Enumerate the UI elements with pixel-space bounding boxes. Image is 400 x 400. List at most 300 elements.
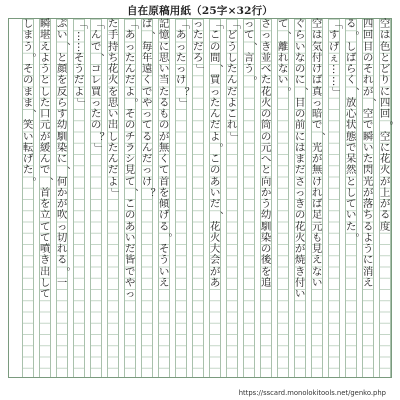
manuscript-char: 、 [313, 131, 325, 143]
manuscript-char: い [125, 231, 136, 244]
manuscript-char: 」 [75, 98, 87, 109]
manuscript-char: あ [125, 29, 136, 42]
manuscript-char: い [295, 288, 306, 300]
manuscript-char: 持 [108, 40, 119, 53]
manuscript-char: た [193, 29, 204, 42]
manuscript-char: 、 [279, 30, 291, 42]
manuscript-char: だ [74, 74, 85, 87]
manuscript-char: 堪 [40, 29, 51, 42]
manuscript-char: し [108, 130, 119, 143]
manuscript-char: の [23, 74, 34, 87]
manuscript-char: 緩 [40, 141, 51, 154]
manuscript-char: 呆 [346, 153, 357, 165]
manuscript-char: 付 [295, 276, 306, 289]
manuscript-char: て [244, 29, 255, 42]
manuscript-char: 。 [279, 86, 291, 98]
manuscript-char: 「 [92, 19, 104, 30]
manuscript-char: ど [380, 63, 391, 75]
manuscript-char: 染 [57, 141, 68, 154]
manuscript-char: で [363, 119, 374, 132]
manuscript-char: そ [363, 63, 374, 75]
manuscript-char: 憶 [159, 29, 170, 42]
manuscript-char: 元 [261, 141, 272, 154]
manuscript-char: て [278, 18, 289, 30]
manuscript-char: け [176, 74, 187, 87]
manuscript-char: ち [363, 209, 374, 222]
manuscript-char: な [295, 51, 306, 64]
manuscript-line [39, 19, 51, 377]
manuscript-char: 付 [312, 51, 323, 64]
manuscript-char: し [23, 18, 34, 30]
manuscript-char: を [57, 74, 68, 87]
manuscript-char: っ [125, 288, 136, 300]
manuscript-char: 馴 [261, 220, 272, 233]
manuscript-char: 、 [143, 30, 155, 42]
manuscript-char: た [40, 96, 51, 109]
manuscript-char: 吹 [57, 209, 68, 222]
manuscript-char: な [278, 63, 289, 75]
manuscript-char: に [57, 153, 68, 165]
manuscript-char: た [210, 96, 221, 109]
manuscript-char: り [380, 74, 391, 87]
manuscript-char: く [346, 74, 357, 87]
manuscript-char: い [346, 209, 357, 222]
manuscript-char: 見 [312, 243, 323, 255]
manuscript-char: 記 [159, 18, 170, 30]
manuscript-char: ん [210, 108, 221, 120]
manuscript-char: た [261, 74, 272, 87]
manuscript-char: ら [57, 96, 68, 109]
manuscript-char: と [261, 164, 272, 177]
manuscript-char: 買 [91, 85, 102, 98]
manuscript-line [22, 19, 34, 377]
manuscript-char: 馴 [57, 130, 68, 143]
manuscript-char: や [125, 276, 136, 289]
manuscript-char: た [108, 141, 119, 154]
manuscript-char: け [312, 175, 323, 188]
manuscript-char: け [312, 63, 323, 75]
manuscript-char: ま [23, 85, 34, 98]
manuscript-char: さ [261, 18, 272, 30]
manuscript-char: 火 [295, 231, 306, 244]
manuscript-char: 前 [295, 119, 306, 132]
manuscript-char: そ [125, 108, 136, 120]
manuscript-char: シ [125, 153, 136, 165]
manuscript-line [379, 19, 391, 377]
manuscript-char: 上 [380, 186, 391, 199]
manuscript-char: く [142, 74, 153, 87]
manuscript-char: ら [346, 63, 357, 75]
manuscript-char: ん [91, 29, 102, 42]
manuscript-char: ？ [92, 131, 104, 143]
manuscript-char: た [346, 220, 357, 233]
manuscript-char: こ [210, 153, 221, 165]
manuscript-line [328, 19, 340, 377]
manuscript-char: な [312, 265, 323, 278]
manuscript-char: あ [210, 276, 221, 289]
manuscript-char: 焼 [295, 254, 306, 267]
manuscript-char: れ [57, 243, 68, 255]
manuscript-char: た [91, 108, 102, 120]
manuscript-char: ま [23, 29, 34, 42]
manuscript-char: 火 [108, 74, 119, 87]
manuscript-char: が [363, 186, 374, 199]
manuscript-char: の [261, 108, 272, 120]
manuscript-char: て [40, 288, 51, 300]
manuscript-char: 間 [210, 51, 221, 64]
manuscript-char: が [363, 85, 374, 98]
manuscript-char: ん [40, 153, 51, 165]
manuscript-char: 皆 [125, 254, 136, 267]
manuscript-char: も [312, 231, 323, 244]
manuscript-char: 」 [330, 86, 342, 98]
manuscript-char: 空 [380, 130, 391, 143]
manuscript-char: … [330, 75, 342, 87]
manuscript-char: し [346, 40, 357, 53]
manuscript-char: か [261, 186, 272, 199]
manuscript-char: 、 [58, 41, 70, 53]
manuscript-char: で [40, 164, 51, 177]
manuscript-char: に [295, 74, 306, 87]
manuscript-char: だ [210, 198, 221, 210]
manuscript-char: っ [312, 96, 323, 109]
manuscript-char: 然 [346, 164, 357, 177]
manuscript-char: 毎 [142, 40, 153, 53]
manuscript-char: 四 [380, 96, 391, 109]
manuscript-char: ど [227, 29, 238, 42]
manuscript-char: 瞬 [363, 130, 374, 143]
manuscript-char: 暗 [312, 108, 323, 120]
manuscript-char: て [159, 164, 170, 177]
manuscript-char: て [125, 175, 136, 188]
manuscript-char: 、 [126, 188, 138, 199]
manuscript-char: す [329, 29, 340, 42]
manuscript-char: さ [295, 175, 306, 188]
manuscript-char: っ [295, 186, 306, 199]
manuscript-line [209, 19, 221, 377]
manuscript-char: ？ [143, 188, 155, 199]
manuscript-char: ん [227, 74, 238, 87]
manuscript-char: っ [261, 29, 272, 42]
manuscript-char: う [227, 40, 238, 53]
manuscript-char: の [125, 209, 136, 222]
manuscript-char: や [142, 96, 153, 109]
manuscript-char: で [346, 141, 357, 154]
manuscript-char: げ [159, 209, 170, 222]
manuscript-line [90, 19, 102, 377]
manuscript-char: 「 [75, 19, 87, 30]
manuscript-char: え [40, 40, 51, 53]
manuscript-char: そ [23, 63, 34, 75]
manuscript-char: げ [329, 40, 340, 53]
manuscript-char: 幼 [57, 119, 68, 132]
manuscript-char: け [142, 175, 153, 188]
manuscript-char: 。 [347, 30, 359, 42]
manuscript-char: 元 [40, 119, 51, 132]
manuscript-char: い [159, 265, 170, 278]
manuscript-char: こ [125, 198, 136, 210]
manuscript-char: 幼 [261, 209, 272, 222]
manuscript-char: が [380, 198, 391, 210]
manuscript-char: こ [210, 29, 221, 42]
manuscript-char: ま [295, 153, 306, 165]
manuscript-char: 火 [261, 96, 272, 109]
manuscript-char: の [363, 51, 374, 64]
manuscript-char: 空 [363, 108, 374, 120]
manuscript-char: い [57, 29, 68, 42]
manuscript-char: 思 [159, 51, 170, 64]
manuscript-char: 目 [295, 96, 306, 109]
manuscript-char: っ [210, 85, 221, 98]
manuscript-char: に [159, 40, 170, 53]
manuscript-char: ぐ [295, 18, 306, 30]
manuscript-char: 足 [312, 209, 323, 222]
manuscript-char: が [40, 130, 51, 143]
manuscript-char: ば [312, 198, 323, 210]
manuscript-char: ば [346, 51, 357, 64]
manuscript-line [226, 19, 238, 377]
manuscript-char: が [57, 198, 68, 210]
manuscript-char: 瞬 [40, 18, 51, 30]
manuscript-char: し [346, 186, 357, 199]
manuscript-char: 反 [57, 85, 68, 98]
manuscript-char: と [40, 74, 51, 87]
manuscript-char: チ [125, 130, 136, 143]
manuscript-char: 笑 [23, 119, 34, 132]
manuscript-char: の [210, 164, 221, 177]
manuscript-char: え [159, 276, 170, 289]
manuscript-char: か [57, 186, 68, 199]
manuscript-char: て [142, 119, 153, 132]
manuscript-char: ん [108, 153, 119, 165]
manuscript-char: い [108, 108, 119, 120]
manuscript-char: 空 [312, 18, 323, 30]
manuscript-char: 大 [210, 243, 221, 255]
manuscript-char: よ [40, 51, 51, 64]
manuscript-char: 回 [380, 108, 391, 120]
manuscript-char: 転 [23, 141, 34, 154]
manuscript-char: そ [159, 243, 170, 255]
manuscript-char: が [380, 175, 391, 188]
manuscript-char: は [380, 29, 391, 42]
manuscript-char: そ [74, 51, 85, 64]
source-url: https://sscard.monolokitools.net/genko.php [238, 389, 386, 397]
manuscript-char: 」 [109, 188, 121, 199]
manuscript-char: よ [74, 85, 85, 98]
manuscript-char: た [125, 51, 136, 64]
manuscript-char: 真 [312, 85, 323, 98]
manuscript-char: だ [193, 40, 204, 53]
manuscript-char: 、 [211, 64, 223, 75]
manuscript-char: っ [91, 96, 102, 109]
manuscript-char: 年 [142, 51, 153, 64]
manuscript-char: へ [261, 153, 272, 165]
manuscript-char: ま [23, 96, 34, 109]
manuscript-char: 」 [92, 143, 104, 154]
manuscript-char: 空 [380, 18, 391, 30]
manuscript-char: 「 [330, 19, 342, 30]
manuscript-char: を [261, 265, 272, 278]
manuscript-char: い [363, 141, 374, 154]
manuscript-char: … [75, 30, 87, 42]
manuscript-char: 離 [278, 40, 289, 53]
manuscript-char: 色 [380, 40, 391, 53]
manuscript-char: 「 [211, 19, 223, 30]
manuscript-char: と [346, 175, 357, 188]
manuscript-char: レ [91, 74, 102, 87]
manuscript-char: え [312, 254, 323, 267]
manuscript-char: い [312, 276, 323, 289]
manuscript-line [345, 19, 357, 377]
manuscript-char: っ [142, 164, 153, 177]
manuscript-char: 花 [261, 85, 272, 98]
manuscript-char: よ [108, 175, 119, 188]
manuscript-char: く [159, 153, 170, 165]
manuscript-char: 並 [261, 51, 272, 64]
manuscript-char: う [23, 40, 34, 53]
manuscript-char: え [363, 276, 374, 289]
manuscript-line [124, 19, 136, 377]
manuscript-char: ラ [125, 141, 136, 154]
manuscript-char: 。 [24, 176, 36, 188]
manuscript-char: れ [363, 74, 374, 87]
manuscript-char: し [40, 276, 51, 289]
manuscript-char: に [380, 141, 391, 154]
manuscript-line [362, 19, 374, 377]
manuscript-char: 、 [211, 210, 223, 222]
manuscript-char: 手 [108, 29, 119, 42]
manuscript-char: 何 [57, 175, 68, 188]
manuscript-char: 状 [346, 119, 357, 132]
manuscript-char: 「 [228, 19, 240, 30]
manuscript-char: 度 [380, 220, 391, 233]
manuscript-char: で [91, 40, 102, 53]
manuscript-char: 」 [177, 98, 189, 109]
manuscript-char: 。 [245, 75, 257, 87]
manuscript-char: ぇ [329, 51, 340, 64]
manuscript-char: る [363, 220, 374, 233]
manuscript-char: 無 [312, 164, 323, 177]
manuscript-grid [8, 18, 392, 378]
manuscript-line [158, 19, 170, 377]
manuscript-char: れ [227, 119, 238, 132]
manuscript-char: い [210, 186, 221, 199]
manuscript-char: る [159, 220, 170, 233]
manuscript-char: を [40, 198, 51, 210]
manuscript-char: し [40, 85, 51, 98]
manuscript-char: 「 [177, 19, 189, 30]
manuscript-char: よ [125, 85, 136, 98]
manuscript-char: に [380, 85, 391, 98]
manuscript-char: に [295, 130, 306, 143]
manuscript-char: る [380, 209, 391, 222]
manuscript-char: き [40, 254, 51, 267]
manuscript-char: い [278, 74, 289, 87]
manuscript-char: の [125, 119, 136, 132]
manuscript-char: 心 [346, 108, 357, 120]
manuscript-char: だ [125, 243, 136, 255]
manuscript-char: 気 [312, 40, 323, 53]
manuscript-char: の [261, 243, 272, 255]
manuscript-char: が [295, 243, 306, 255]
manuscript-char: だ [210, 119, 221, 132]
manuscript-char: 噴 [40, 243, 51, 255]
manuscript-char: 染 [261, 231, 272, 244]
manuscript-char: 放 [346, 96, 357, 109]
manuscript-char: 一 [57, 276, 68, 289]
manuscript-char: き [295, 198, 306, 210]
manuscript-char: で [142, 85, 153, 98]
manuscript-line [56, 19, 68, 377]
manuscript-char: ぷ [57, 18, 68, 30]
manuscript-char: 買 [210, 74, 221, 87]
manuscript-char: 切 [57, 231, 68, 244]
manuscript-char: 、 [92, 53, 104, 64]
manuscript-char: だ [227, 85, 238, 98]
manuscript-char: コ [91, 63, 102, 75]
manuscript-char: 花 [210, 220, 221, 233]
manuscript-char: ん [142, 141, 153, 154]
manuscript-char: 言 [244, 51, 255, 64]
manuscript-char: で [312, 119, 323, 132]
manuscript-char: こ [227, 108, 238, 120]
manuscript-char: っ [142, 108, 153, 120]
manuscript-char: ん [125, 63, 136, 75]
manuscript-char: は [295, 141, 306, 154]
manuscript-char: ち [108, 51, 119, 64]
manuscript-char: 首 [159, 175, 170, 188]
manuscript-char: 態 [346, 130, 357, 143]
manuscript-char: 、 [296, 86, 308, 98]
manuscript-char: あ [210, 175, 221, 188]
manuscript-char: 、 [41, 176, 53, 188]
manuscript-char: の [210, 40, 221, 53]
manuscript-char: 火 [380, 164, 391, 177]
manuscript-char: っ [244, 18, 255, 30]
manuscript-char: よ [363, 231, 374, 244]
manuscript-char: 傾 [159, 198, 170, 210]
manuscript-char: 出 [40, 265, 51, 278]
manuscript-char: ら [295, 29, 306, 42]
manuscript-line [73, 19, 85, 377]
manuscript-char: あ [125, 220, 136, 233]
manuscript-char: う [74, 63, 85, 75]
manuscript-char: う [244, 63, 255, 75]
manuscript-char: よ [210, 130, 221, 143]
manuscript-char: 向 [261, 175, 272, 188]
manuscript-char: た [227, 63, 238, 75]
manuscript-char: て [346, 198, 357, 210]
manuscript-char: い [23, 130, 34, 143]
manuscript-char: 火 [210, 231, 221, 244]
manuscript-char: し [227, 51, 238, 64]
manuscript-char: 顔 [57, 63, 68, 75]
manuscript-char: 閃 [363, 164, 374, 177]
manuscript-char: べ [261, 63, 272, 75]
manuscript-char: 遠 [142, 63, 153, 75]
manuscript-char: 出 [108, 119, 119, 132]
manuscript-char: る [159, 96, 170, 109]
manuscript-char: の [295, 108, 306, 120]
manuscript-char: は [312, 29, 323, 42]
manuscript-char: が [159, 130, 170, 143]
manuscript-char: る [346, 18, 357, 30]
manuscript-char: う [363, 243, 374, 255]
manuscript-char: る [142, 130, 153, 143]
manuscript-char: 。 [24, 53, 36, 64]
manuscript-char: す [57, 108, 68, 120]
manuscript-char: 、 [347, 86, 359, 98]
